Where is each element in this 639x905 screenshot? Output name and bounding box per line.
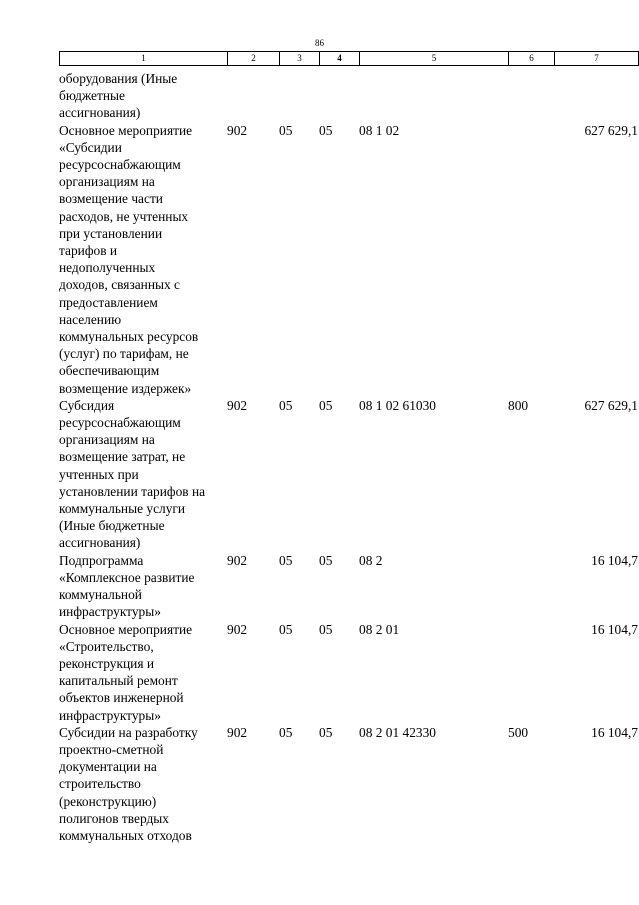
- cell-grbs: 902: [227, 621, 248, 637]
- row-name-line: документации на: [59, 759, 157, 775]
- row-name-line: при установлении: [59, 225, 163, 241]
- row-name-line: ресурсоснабжающим: [59, 157, 181, 173]
- table-row: [59, 724, 638, 844]
- row-name-line: коммунальных отходов: [59, 827, 192, 843]
- cell-amount: 16 104,7: [591, 724, 638, 740]
- header-col-1: 1: [60, 52, 228, 66]
- header-col-5: 5: [360, 52, 509, 66]
- row-name-line: строительство: [59, 776, 141, 792]
- row-name-line: объектов инженерной: [59, 690, 184, 706]
- row-name-line: доходов, связанных с: [59, 277, 180, 293]
- cell-target-article: 08 2 01 42330: [359, 724, 436, 740]
- row-name-line: капитальный ремонт: [59, 673, 178, 689]
- cell-section: 05: [279, 552, 293, 568]
- header-col-6: 6: [509, 52, 555, 66]
- row-name-line: возмещение части: [59, 191, 163, 207]
- row-name-line: возмещение издержек»: [59, 380, 192, 396]
- row-name: [59, 552, 227, 621]
- row-name-line: «Строительство,: [59, 638, 154, 654]
- row-name-line: ассигнования): [59, 535, 141, 551]
- cell-expense-type: [508, 552, 554, 621]
- page-number: 86: [315, 38, 324, 48]
- cell-expense-type: [508, 70, 554, 122]
- row-name-line: населению: [59, 311, 122, 327]
- row-name: [59, 70, 227, 122]
- row-name-line: Субсидии на разработку: [59, 724, 198, 740]
- row-name-line: Основное мероприятие: [59, 122, 193, 138]
- header-row: [60, 52, 639, 66]
- cell-section: 05: [279, 397, 293, 413]
- row-name-line: проектно-сметной: [59, 741, 164, 757]
- column-number-header: [59, 51, 639, 66]
- row-name-line: ресурсоснабжающим: [59, 415, 181, 431]
- row-name-line: возмещение затрат, не: [59, 449, 186, 465]
- cell-grbs: 902: [227, 397, 248, 413]
- row-name-line: реконструкция и: [59, 655, 155, 671]
- cell-grbs: 902: [227, 552, 248, 568]
- header-col-2: 2: [228, 52, 280, 66]
- cell-target-article: 08 2 01: [359, 621, 400, 637]
- row-name-line: оборудования (Иные: [59, 71, 178, 86]
- row-name-line: Подпрограмма: [59, 552, 144, 568]
- row-name-line: инфраструктуры»: [59, 707, 161, 723]
- header-col-4: 4: [320, 52, 360, 66]
- cell-grbs: [227, 70, 279, 122]
- cell-amount: 16 104,7: [591, 621, 638, 637]
- cell-subsection: 05: [319, 552, 333, 568]
- row-name-line: установлении тарифов на: [59, 483, 206, 499]
- cell-section: 05: [279, 621, 293, 637]
- cell-amount: 627 629,1: [584, 122, 638, 138]
- row-name-line: организациям на: [59, 174, 155, 190]
- row-name-line: Субсидия: [59, 397, 115, 413]
- table-row: [59, 552, 638, 621]
- row-name-line: инфраструктуры»: [59, 604, 161, 620]
- header-col-7: 7: [555, 52, 639, 66]
- cell-subsection: 05: [319, 397, 333, 413]
- cell-expense-type: 800: [508, 397, 529, 413]
- row-name-line: обеспечивающим: [59, 363, 160, 379]
- row-name-line: Основное мероприятие: [59, 621, 193, 637]
- cell-target-article: [359, 70, 508, 122]
- row-name: [59, 122, 227, 397]
- row-name-line: коммунальной: [59, 587, 142, 603]
- table-row: [59, 122, 638, 397]
- cell-section: [279, 70, 319, 122]
- cell-subsection: 05: [319, 122, 333, 138]
- row-name-line: ассигнования): [59, 105, 141, 121]
- row-name-line: тарифов и: [59, 243, 118, 259]
- row-name: [59, 621, 227, 724]
- cell-expense-type: [508, 621, 554, 724]
- cell-subsection: 05: [319, 724, 333, 740]
- row-name-line: коммунальных ресурсов: [59, 329, 199, 345]
- row-name-line: организациям на: [59, 432, 155, 448]
- cell-amount: 627 629,1: [584, 397, 638, 413]
- cell-expense-type: 500: [508, 724, 529, 740]
- row-name-line: (Иные бюджетные: [59, 518, 165, 534]
- row-name-line: (реконструкцию): [59, 793, 157, 809]
- table-row: [59, 397, 638, 552]
- row-name: [59, 724, 227, 844]
- row-name-line: недополученных: [59, 260, 156, 276]
- cell-subsection: 05: [319, 621, 333, 637]
- row-name-line: полигонов твердых: [59, 810, 169, 826]
- row-name-line: бюджетные: [59, 88, 125, 104]
- row-name-line: расходов, не учтенных: [59, 208, 189, 224]
- cell-section: 05: [279, 122, 293, 138]
- cell-target-article: 08 2: [359, 552, 383, 568]
- row-name: [59, 397, 227, 552]
- row-name-line: коммунальные услуги: [59, 501, 186, 517]
- row-name-line: предоставлением: [59, 294, 158, 310]
- cell-target-article: 08 1 02 61030: [359, 397, 436, 413]
- row-name-line: (услуг) по тарифам, не: [59, 346, 189, 362]
- cell-section: 05: [279, 724, 293, 740]
- row-name-line: «Субсидии: [59, 139, 122, 155]
- cell-expense-type: [508, 122, 554, 397]
- cell-amount: [554, 70, 638, 122]
- cell-subsection: [319, 70, 359, 122]
- budget-table-body: [59, 70, 638, 844]
- table-row: [59, 70, 638, 122]
- cell-target-article: 08 1 02: [359, 122, 400, 138]
- row-name-line: учтенных при: [59, 466, 139, 482]
- cell-grbs: 902: [227, 122, 248, 138]
- row-name-line: «Комплексное развитие: [59, 569, 195, 585]
- budget-table: [59, 70, 638, 844]
- table-row: [59, 621, 638, 724]
- cell-grbs: 902: [227, 724, 248, 740]
- header-col-3: 3: [280, 52, 320, 66]
- cell-amount: 16 104,7: [591, 552, 638, 568]
